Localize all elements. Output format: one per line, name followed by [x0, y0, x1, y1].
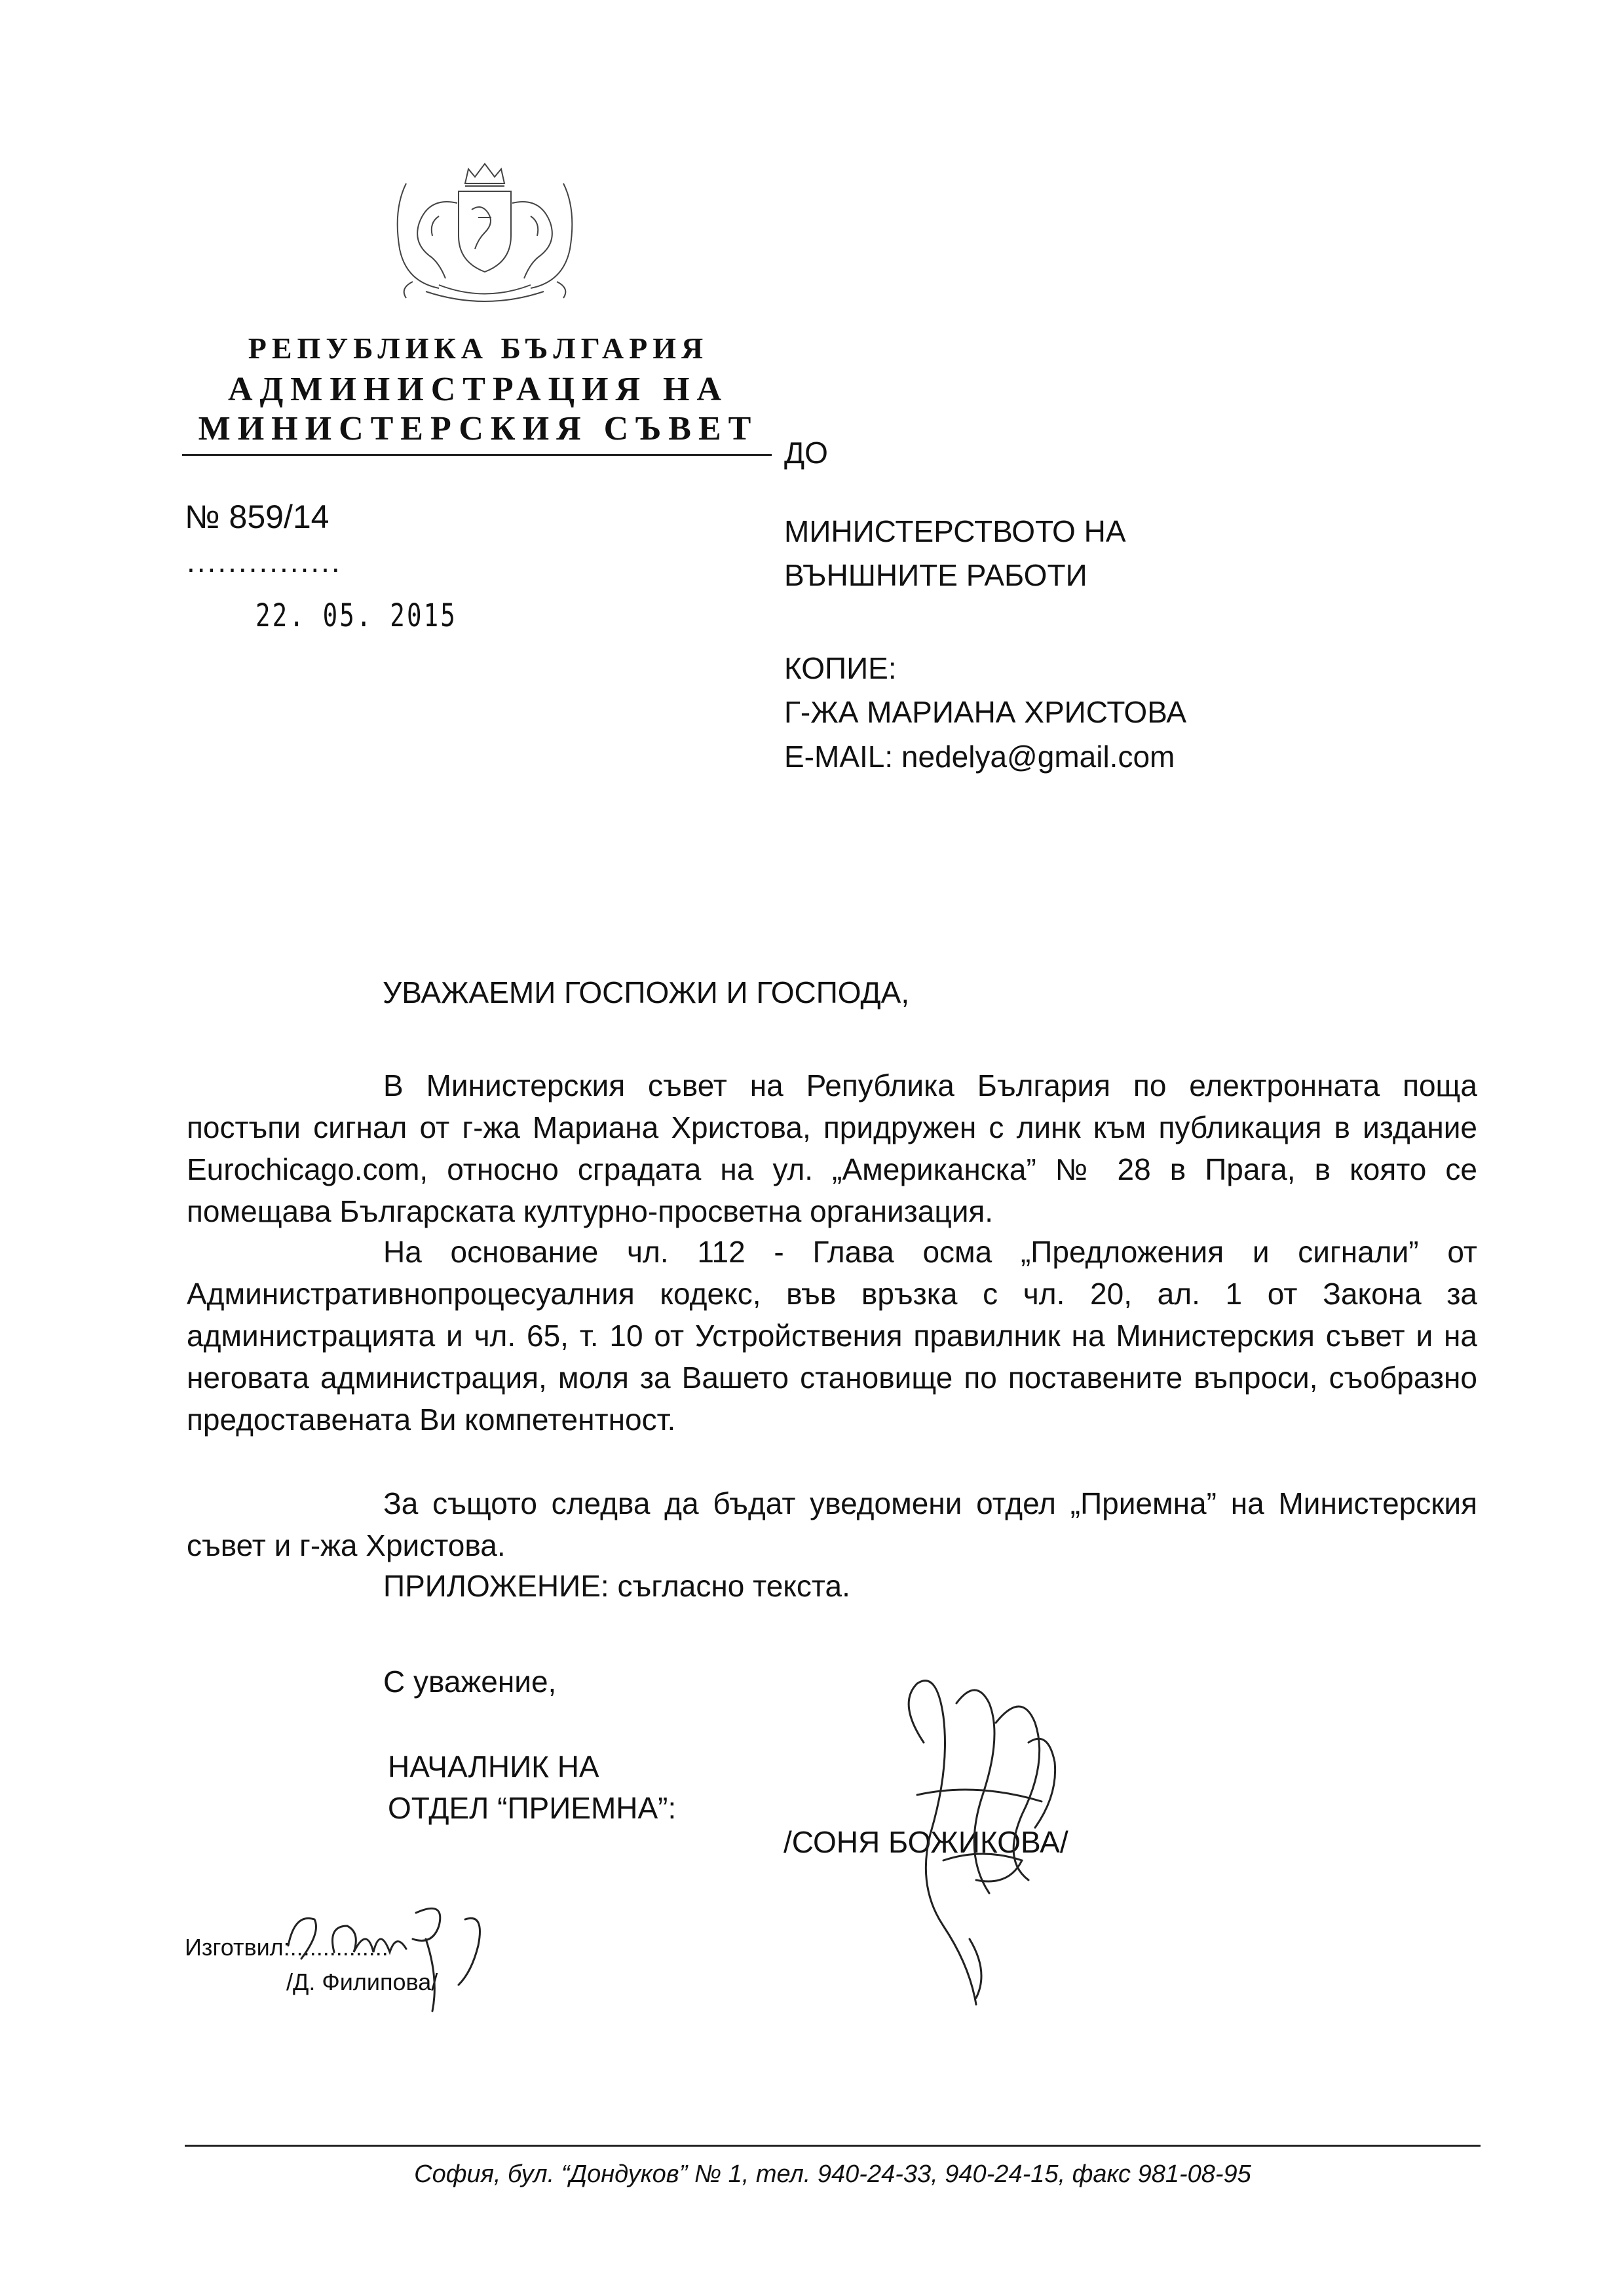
document-number: № 859/14 [185, 499, 330, 535]
paragraph-1 [187, 1064, 1477, 1232]
paragraph-1-text: В Министерския съвет на Република България по електронната поща постъпи сигнал от г-жа Мариана Христова, придружен с линк към публикация в издание Eurochicago.com, относно сградата на ул. „Американска” № 28 в Прага, в която се помещава Българската културно-просветна организация. [187, 1068, 1477, 1228]
paragraph-3 [187, 1482, 1477, 1566]
main-signature [878, 1664, 1114, 2018]
copy-label: КОПИЕ: [784, 651, 897, 685]
recipient-name-line1: МИНИСТЕРСТВОТО НА [784, 514, 1126, 548]
recipient-name-line2: ВЪНШНИТЕ РАБОТИ [784, 558, 1087, 592]
paragraph-2-text: На основание чл. 112 - Глава осма „Предложения и сигнали” от Административнопроцесуалния кодекс, във връзка с чл. 20, ал. 1 от Закона за администрацията и чл. 65, т. 10 от Устройствения правилник на Министерския съвет и на неговата администрация, моля за Вашето становище по поставените въпроси, съобразно предоставената Ви компетентност. [187, 1235, 1477, 1437]
paragraph-2 [187, 1231, 1477, 1441]
header-council: МИНИСТЕРСКИЯ СЪВЕТ [198, 410, 759, 447]
header-country: РЕПУБЛИКА БЪЛГАРИЯ [248, 331, 709, 365]
closing-regards: С уважение, [383, 1665, 557, 1699]
header-rule [182, 454, 772, 456]
prepared-by-label: Изготвил:............... [185, 1934, 388, 1961]
attachment-line: ПРИЛОЖЕНИЕ: съгласно текста. [383, 1569, 850, 1603]
coat-of-arms-emblem [367, 157, 603, 314]
copy-name: Г-ЖА МАРИАНА ХРИСТОВА [784, 695, 1187, 729]
number-dots: ............... [187, 544, 342, 578]
copy-email: E-MAIL: nedelya@gmail.com [784, 740, 1175, 774]
document-date-stamp: 22. 05. 2015 [255, 597, 457, 634]
salutation: УВАЖАЕМИ ГОСПОЖИ И ГОСПОДА, [383, 975, 910, 1009]
recipient-to: ДО [784, 436, 828, 470]
signer-name: /СОНЯ БОЖИКОВА/ [784, 1825, 1068, 1859]
paragraph-3-text: За същото следва да бъдат уведомени отдел „Приемна” на Министерския съвет и г-жа Христова. [187, 1486, 1477, 1562]
signer-title-line1: НАЧАЛНИК НА [388, 1750, 599, 1784]
header-administration: АДМИНИСТРАЦИЯ НА [227, 371, 729, 408]
footer-address: София, бул. “Дондуков” № 1, тел. 940-24-33, 940-24-15, факс 981-08-95 [414, 2160, 1251, 2188]
signer-title-line2: ОТДЕЛ “ПРИЕМНА”: [388, 1791, 677, 1825]
prepared-by-name: /Д. Филипова/ [286, 1968, 438, 1995]
preparer-signature [275, 1887, 511, 2018]
footer-rule [185, 2145, 1481, 2147]
